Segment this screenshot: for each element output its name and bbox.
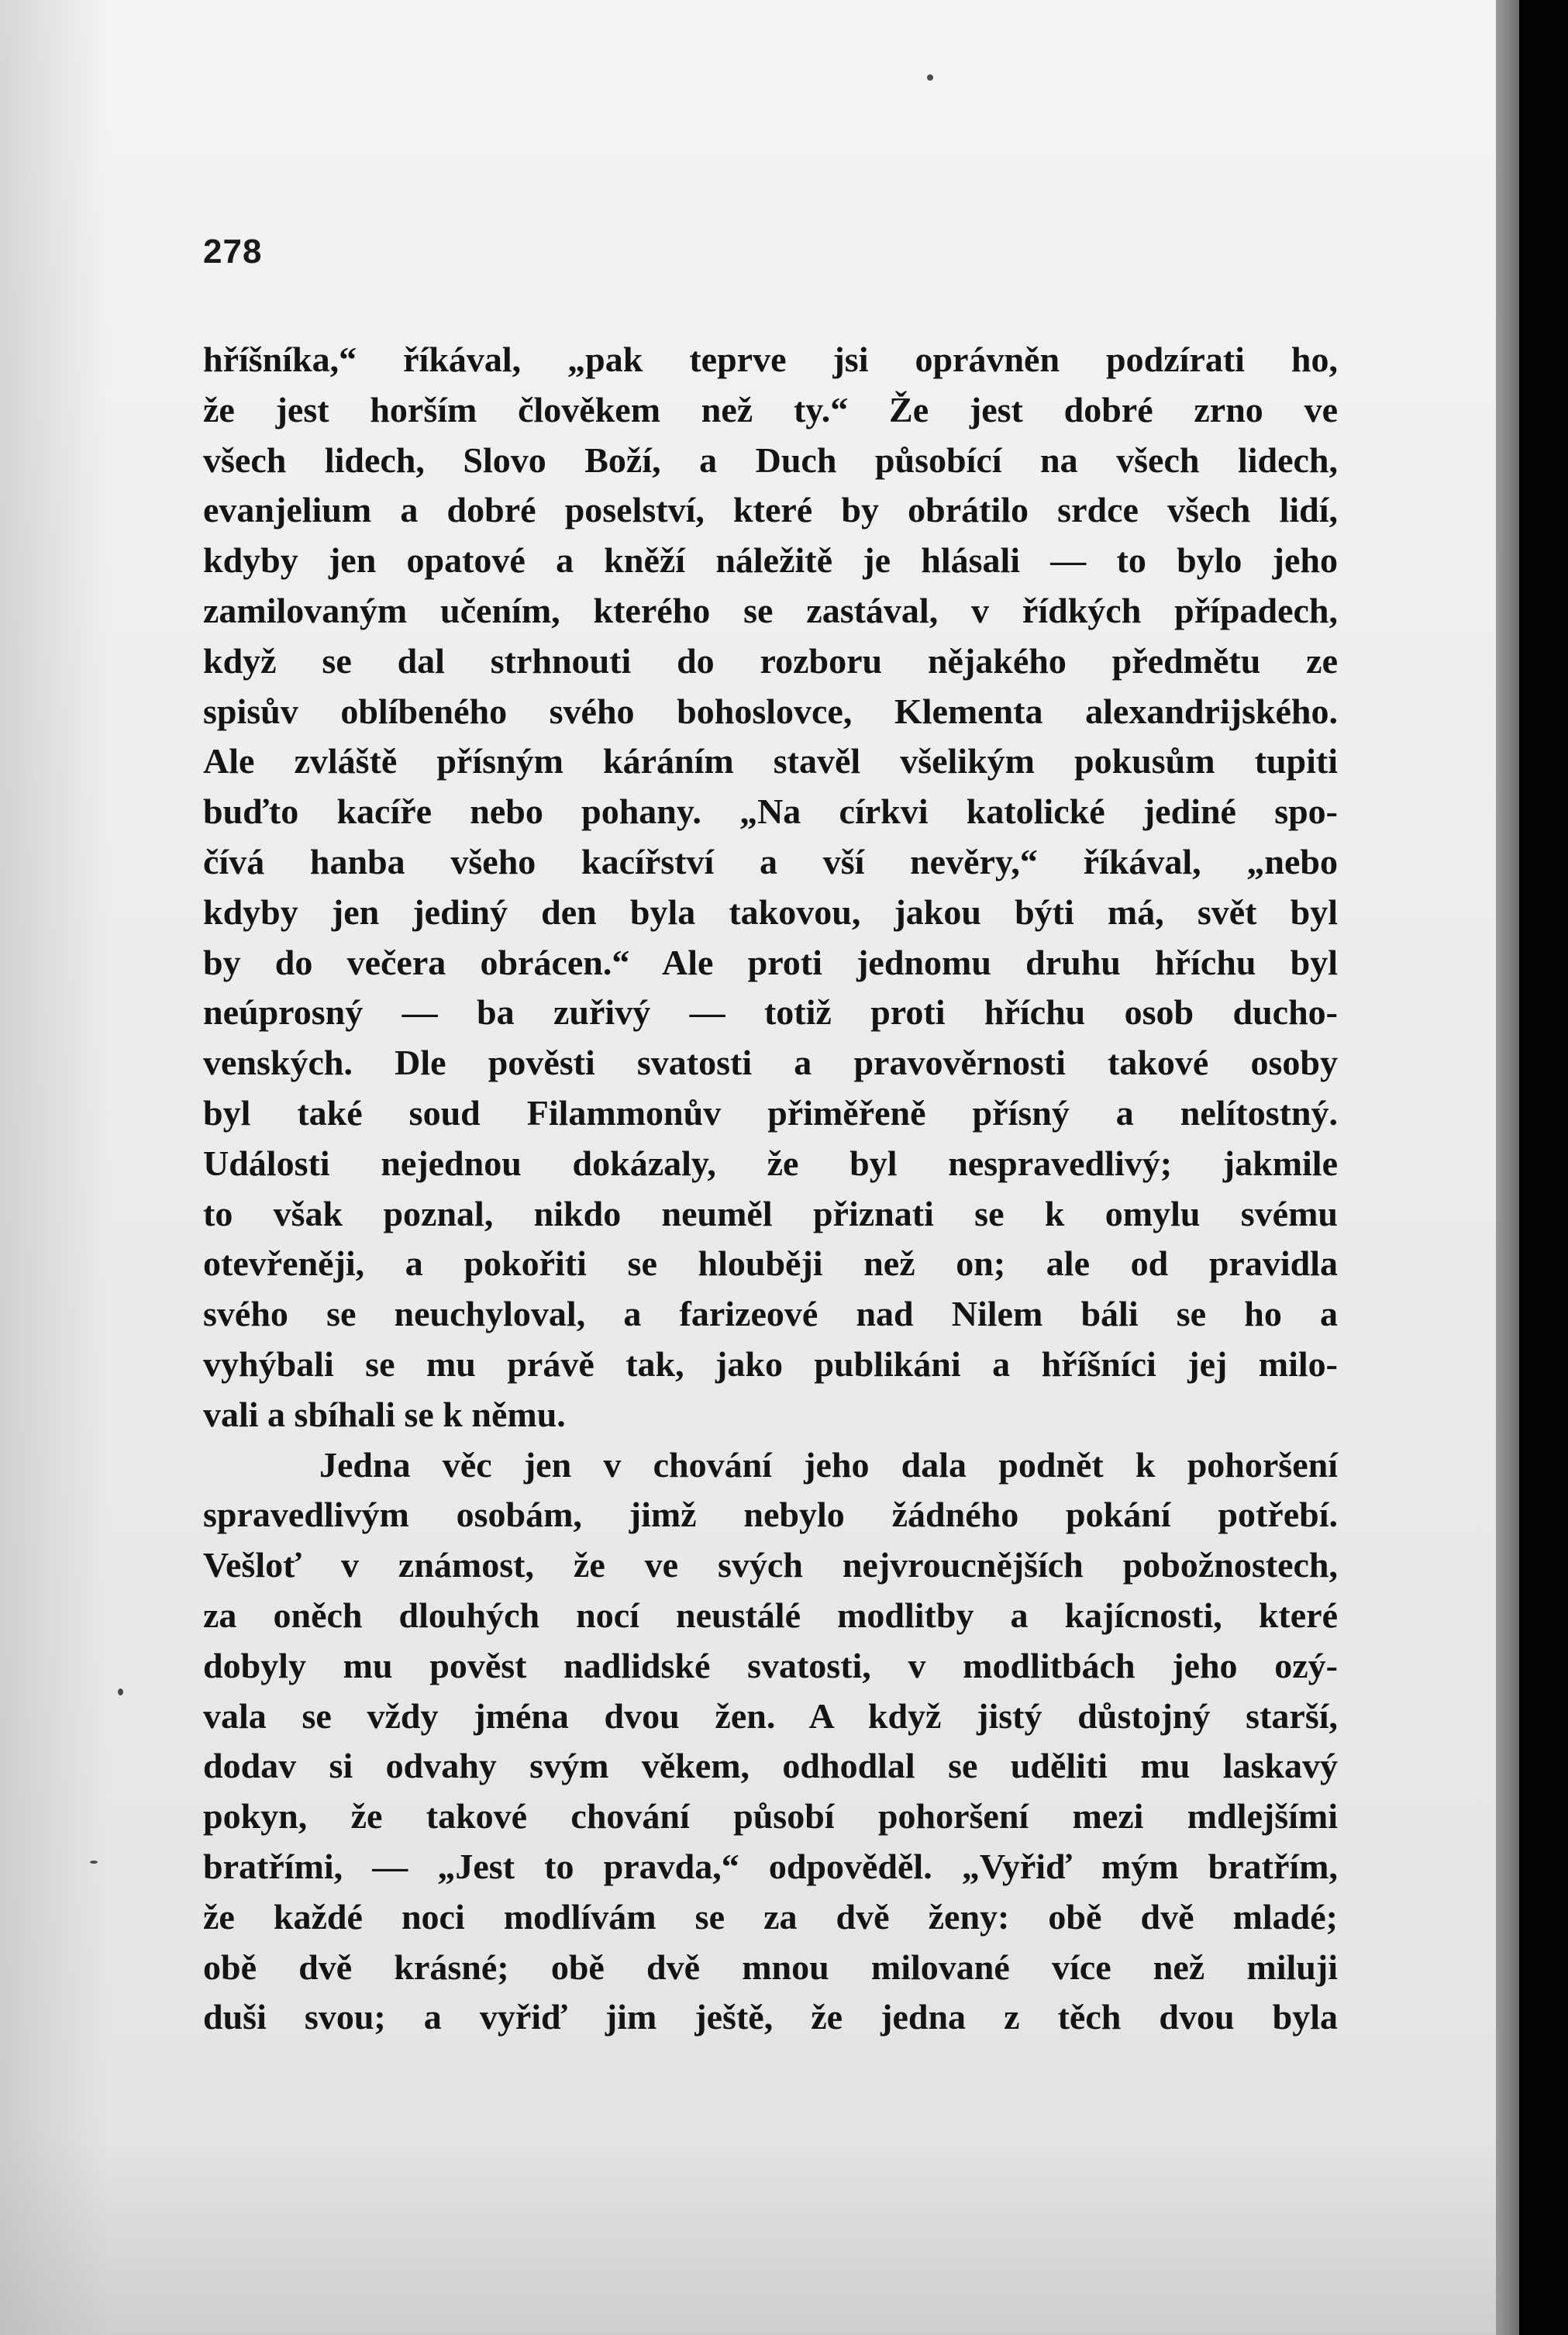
- text-line: byl také soud Filammonův přiměřeně přísný a nelítostný.: [203, 1092, 1338, 1133]
- text-line: vyhýbali se mu právě tak, jako publikáni a hříšníci jej milo-: [203, 1343, 1338, 1384]
- text-line: kdyby jen jediný den byla takovou, jakou býti má, svět byl: [203, 892, 1338, 932]
- text-line: by do večera obrácen.“ Ale proti jednomu druhu hříchu byl: [203, 942, 1338, 982]
- text-line: Události nejednou dokázaly, že byl nespravedlivý; jakmile: [203, 1143, 1338, 1183]
- text-line: že každé noci modlívám se za dvě ženy: obě dvě mladé;: [203, 1896, 1338, 1937]
- body-text: [203, 335, 1338, 2043]
- text-line: otevřeněji, a pokořiti se hlouběji než on; ale od pravidla: [203, 1243, 1338, 1284]
- text-line: čívá hanba všeho kacířství a vší nevěry,“ říkával, „nebo: [203, 841, 1338, 881]
- text-line: neúprosný — ba zuřivý — totiž proti hříchu osob ducho-: [203, 992, 1338, 1033]
- scan-background-edge: [1519, 0, 1568, 2335]
- text-line: za oněch dlouhých nocí neustálé modlitby a kajícnosti, které: [203, 1595, 1338, 1635]
- text-line: Ale zvláště přísným káráním stavěl všelikým pokusům tupiti: [203, 741, 1338, 781]
- paragraph-start-line: Jedna věc jen v chování jeho dala podnět k pohoršení: [319, 1444, 1338, 1485]
- scan-speck: [90, 1861, 98, 1864]
- text-line: že jest horším člověkem než ty.“ Že jest dobré zrno ve: [203, 389, 1338, 429]
- text-line: evanjelium a dobré poselství, které by obrátilo srdce všech lidí,: [203, 490, 1338, 530]
- text-line: kdyby jen opatové a kněží náležitě je hlásali — to bylo jeho: [203, 540, 1338, 581]
- page-number: 278: [203, 233, 263, 271]
- text-line: bratřími, — „Jest to pravda,“ odpověděl. „Vyřiď mým bratřím,: [203, 1846, 1338, 1886]
- text-line: vala se vždy jména dvou žen. A když jistý důstojný starší,: [203, 1695, 1338, 1736]
- text-line: hříšníka,“ říkával, „pak teprve jsi oprávněn podzírati ho,: [203, 340, 1338, 379]
- text-line: dodav si odvahy svým věkem, odhodlal se uděliti mu laskavý: [203, 1746, 1338, 1786]
- text-line: všech lidech, Slovo Boží, a Duch působící na všech lidech,: [203, 440, 1338, 480]
- text-line: obě dvě krásné; obě dvě mnou milované více než miluji: [203, 1947, 1338, 1987]
- scan-speck: [927, 74, 933, 81]
- text-line: buďto kacíře nebo pohany. „Na církvi katolické jediné spo-: [203, 792, 1338, 832]
- text-line: dobyly mu pověst nadlidské svatosti, v modlitbách jeho ozý-: [203, 1645, 1338, 1685]
- text-line: to však poznal, nikdo neuměl přiznati se k omylu svému: [203, 1193, 1338, 1233]
- text-line: Vešloť v známost, že ve svých nejvroucnějších pobožnostech,: [203, 1545, 1338, 1585]
- text-line: spisův oblíbeného svého bohoslovce, Klementa alexandrijského.: [203, 691, 1338, 731]
- paragraph-end-line: vali a sbíhali se k němu.: [203, 1394, 566, 1434]
- text-line: svého se neuchyloval, a farizeové nad Nilem báli se ho a: [203, 1294, 1338, 1334]
- text-line: zamilovaným učením, kterého se zastával, v řídkých případech,: [203, 590, 1338, 630]
- text-line: pokyn, že takové chování působí pohoršení mezi mdlejšími: [203, 1796, 1338, 1837]
- scan-speck: [118, 1688, 123, 1695]
- text-line: spravedlivým osobám, jimž nebylo žádného pokání potřebí.: [203, 1495, 1338, 1535]
- page-edge-shadow: [1496, 0, 1519, 2335]
- text-line: když se dal strhnouti do rozboru nějakého předmětu ze: [203, 640, 1338, 681]
- text-line: duši svou; a vyřiď jim ještě, že jedna z těch dvou byla: [203, 1997, 1338, 2037]
- text-line: venských. Dle pověsti svatosti a pravověrnosti takové osoby: [203, 1043, 1338, 1083]
